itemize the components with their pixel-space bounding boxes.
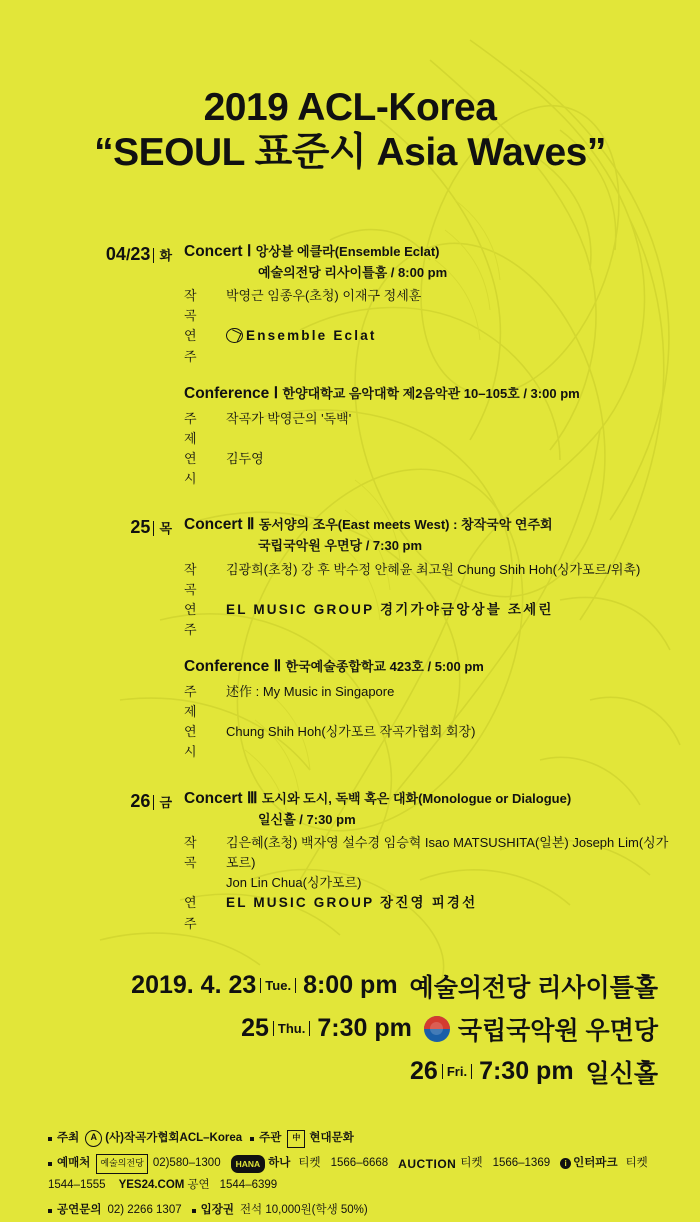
credit-label: 연 주 [184, 895, 203, 931]
bullet-icon [48, 1137, 52, 1141]
event-title-main: Concert Ⅲ [184, 789, 258, 807]
credit-row-continuation [184, 873, 672, 893]
day-events [184, 242, 672, 489]
credit-row [184, 722, 672, 762]
event-title-main: Concert Ⅰ [184, 242, 252, 260]
schedule-day-group [60, 515, 672, 762]
summary-time: 7:30 pm [479, 1057, 574, 1086]
auction-phone: 1566–1369 [492, 1157, 551, 1170]
credit-value-line2: Jon Lin Chua(싱가포르) [226, 875, 362, 891]
event-title [184, 515, 672, 536]
price-value: 전석 10,000원(학생 50%) [239, 1204, 368, 1217]
hana-phone: 1566–6668 [330, 1157, 389, 1170]
day-events [184, 515, 672, 762]
hana-ticket-label: 티켓 [298, 1157, 321, 1170]
credit-row [184, 682, 672, 722]
day-date [60, 242, 184, 489]
sponsor-value: 현대문화 [309, 1131, 354, 1144]
credit-label: 연 시 [184, 724, 203, 760]
date-summary [0, 968, 700, 1090]
auction-logo: AUCTION [398, 1156, 457, 1171]
credit-label: 연 주 [184, 601, 203, 637]
credit-label: 주 제 [184, 410, 203, 446]
day-events [184, 789, 672, 934]
summary-weekday: Tue. [260, 978, 296, 993]
credit-value: 김두영 [226, 450, 264, 466]
event-title-sub: 도시와 도시, 독백 혹은 대화(Monologue or Dialogue) [261, 790, 572, 806]
summary-row [0, 1011, 658, 1047]
summary-time: 7:30 pm [317, 1014, 412, 1043]
event-credits [184, 682, 672, 763]
summary-date: 25 [241, 1014, 269, 1043]
event-credits [184, 560, 672, 641]
inquiry-label: 공연문의 [57, 1204, 102, 1217]
summary-row [0, 1054, 658, 1090]
credit-label: 작 곡 [184, 561, 203, 597]
gugakwon-logo-icon [424, 1016, 450, 1042]
title-line-2: “SEOUL 표준시 Asia Waves” [94, 130, 606, 174]
host-value: (사)작곡가협회ACL–Korea [105, 1131, 243, 1144]
event-item [184, 242, 672, 367]
event-title-main: Concert Ⅱ [184, 516, 255, 534]
bullet-icon [250, 1137, 254, 1141]
event-item [184, 384, 672, 489]
bullet-icon [48, 1162, 52, 1166]
credit-value: 述作 : My Music in Singapore [226, 684, 395, 700]
credit-label-empty [184, 873, 226, 893]
hyundai-culture-logo-icon: 中 [287, 1130, 305, 1148]
event-title [184, 242, 672, 263]
day-number: 26 [130, 790, 151, 811]
event-venue: 일신홀 / 7:30 pm [258, 811, 356, 827]
credit-value-with-logo [226, 326, 672, 366]
summary-place: 국립국악원 우면당 [457, 1016, 658, 1045]
summary-date: 26 [410, 1057, 438, 1086]
credit-row [184, 326, 672, 366]
credit-row [184, 449, 672, 489]
schedule-day-group [60, 789, 672, 934]
event-venue: 예술의전당 리사이틀홈 / 8:00 pm [258, 264, 448, 280]
poster-title [0, 0, 700, 176]
event-credits [184, 286, 672, 367]
event-item [184, 657, 672, 762]
event-title [184, 789, 672, 810]
credit-row [184, 286, 672, 326]
event-title [184, 657, 672, 678]
footer-info [0, 1128, 700, 1222]
summary-place: 예술의전당 리사이틀홀 [409, 973, 658, 1002]
summary-weekday: Thu. [273, 1021, 310, 1036]
event-title-sub: 앙상블 에클라(Ensemble Eclat) [255, 243, 440, 259]
event-item [184, 789, 672, 934]
event-title-sub: 한양대학교 음악대학 제2음악관 10–105호 / 3:00 pm [282, 385, 580, 401]
acl-korea-logo-icon: A [85, 1130, 102, 1147]
day-weekday-kor: 화 [153, 248, 172, 263]
footer-inquiry-row [48, 1200, 676, 1222]
bullet-icon [48, 1209, 52, 1213]
inquiry-value: 02) 2266 1307 [107, 1204, 182, 1217]
credit-row [184, 600, 672, 640]
credit-label: 작 곡 [184, 835, 203, 871]
ensemble-eclat-logo-icon [226, 328, 243, 343]
interpark-phone: 1544–1555 [48, 1179, 106, 1192]
day-weekday-kor: 목 [153, 521, 172, 536]
day-date [60, 515, 184, 762]
credit-row [184, 409, 672, 449]
day-date [60, 789, 184, 934]
summary-time: 8:00 pm [303, 971, 398, 1000]
event-credits [184, 409, 672, 490]
hana-card-logo-icon: HANA [231, 1155, 266, 1173]
credit-value: 박영근 임종우(초청) 이재구 정세훈 [226, 288, 422, 304]
interpark-label: 티켓 [625, 1157, 648, 1170]
credit-row [184, 560, 672, 600]
summary-date: 2019. 4. 23 [131, 971, 257, 1000]
auction-label: 티켓 [460, 1157, 483, 1170]
schedule-list [0, 242, 700, 934]
credit-value: Chung Shih Hoh(싱가포르 작곡가협회 회장) [226, 724, 476, 740]
credit-value: Ensemble Eclat [246, 328, 377, 344]
credit-value: EL MUSIC GROUP 장진영 피경선 [226, 895, 478, 911]
credit-row [184, 893, 672, 933]
price-label: 입장권 [200, 1204, 234, 1217]
sac-phone: 02)580–1300 [152, 1157, 221, 1170]
day-separator: / [125, 246, 131, 264]
day-number: 25 [130, 517, 151, 538]
summary-row [0, 968, 658, 1004]
day-number: 23 [130, 243, 151, 264]
summary-weekday: Fri. [442, 1064, 472, 1079]
credit-value: EL MUSIC GROUP 경기가야금앙상블 조세린 [226, 601, 554, 617]
event-title-main: Conference Ⅰ [184, 384, 279, 402]
yes24-label: 공연 [187, 1179, 210, 1192]
hana-ticket-name: 하나 [268, 1157, 291, 1170]
event-title-sub: 한국예술종합학교 423호 / 5:00 pm [285, 659, 484, 675]
event-title-main: Conference Ⅱ [184, 658, 282, 676]
credit-row [184, 833, 672, 873]
host-label: 주최 [57, 1131, 80, 1144]
credit-label: 작 곡 [184, 288, 203, 324]
event-credits [184, 833, 672, 934]
event-item [184, 515, 672, 640]
sponsor-label: 주관 [259, 1131, 282, 1144]
interpark-logo-icon: i [560, 1158, 571, 1169]
credit-label: 연 시 [184, 450, 203, 487]
bullet-icon [192, 1209, 196, 1213]
credit-value: 김광희(초청) 강 후 박수정 안혜윤 최고원 Chung Shih Hoh(싱가포르/위촉) [226, 561, 641, 577]
credit-label: 주 제 [184, 684, 203, 720]
day-weekday-kor: 금 [153, 795, 172, 810]
yes24-phone: 1544–6399 [219, 1179, 278, 1192]
credit-value: 김은혜(초청) 백자영 설수경 임승혁 Isao MATSUSHITA(일본) Joseph Lim(싱가포르) [226, 835, 669, 871]
credit-value: 작곡가 박영근의 '독백' [226, 410, 352, 426]
schedule-day-group [60, 242, 672, 489]
ticket-label: 예매처 [57, 1157, 91, 1170]
footer-host-row [48, 1128, 676, 1150]
event-title [184, 384, 672, 405]
day-month: 04 [105, 243, 126, 264]
credit-label: 연 주 [184, 328, 203, 364]
title-line-1: 2019 ACL-Korea [203, 86, 497, 129]
yes24-logo: YES24.COM [118, 1179, 185, 1192]
footer-ticket-row [48, 1153, 676, 1198]
event-title-sub: 동서양의 조우(East meets West) : 창작국악 연주회 [258, 517, 553, 533]
sac-logo-icon: 예술의전당 [96, 1154, 147, 1173]
event-venue: 국립국악원 우면당 / 7:30 pm [258, 538, 423, 554]
summary-place: 일신홀 [585, 1059, 658, 1088]
interpark-name: 인터파크 [573, 1157, 618, 1170]
